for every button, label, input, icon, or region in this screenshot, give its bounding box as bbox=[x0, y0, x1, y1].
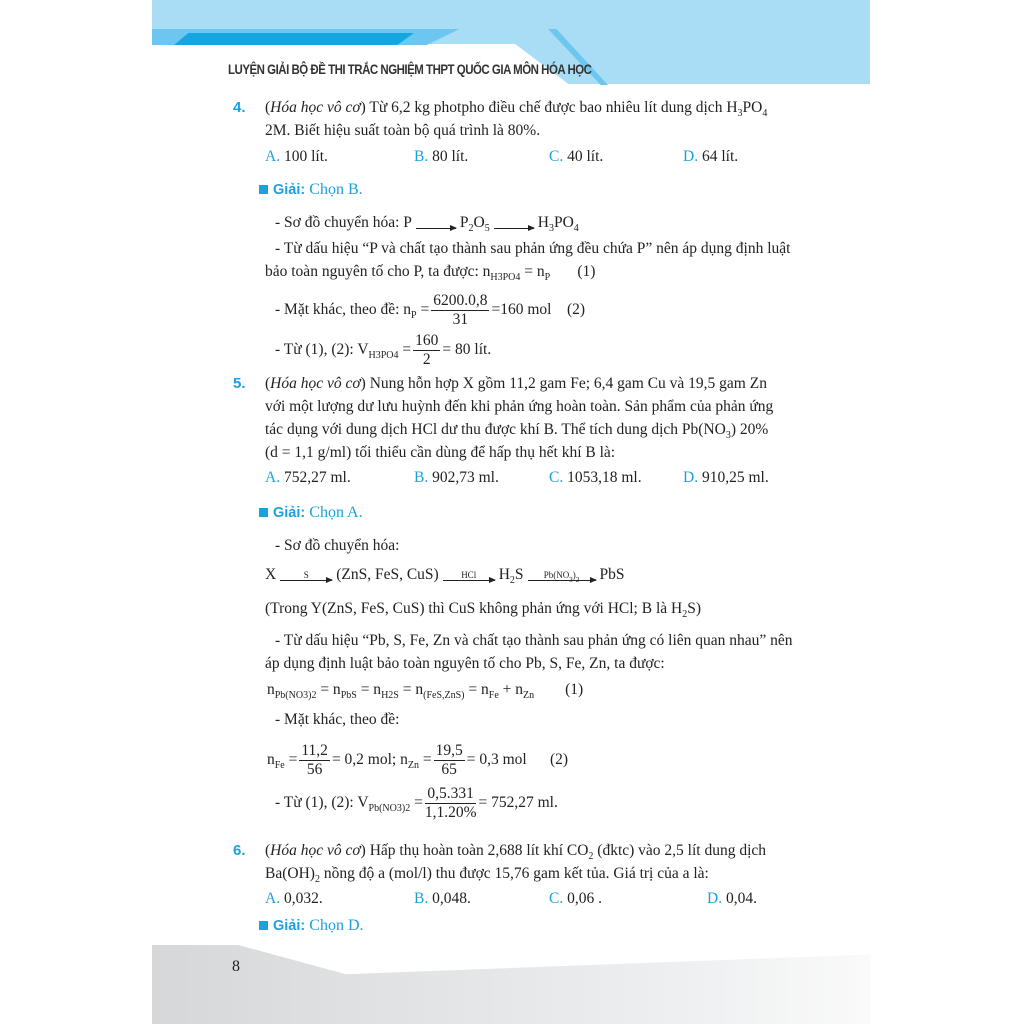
solution-line: áp dụng định luật bảo toàn nguyên tố cho Pb, S, Fe, Zn, ta được: bbox=[265, 655, 665, 672]
solution-line: - Mặt khác, theo đề: $n_P$ = $\frac{6200.0,8}{31}$ =160 mol (2) bbox=[275, 292, 586, 328]
question-text: (Hóa học vô cơ) Từ 6,2 kg photpho điều chế được bao nhiêu lít dung dịch $H_3PO_4$ bbox=[265, 99, 768, 119]
option-b: B. 0,048. bbox=[414, 890, 471, 907]
question-number: 6. bbox=[233, 842, 246, 859]
solution-equation: - Từ (1), (2): $V_{Pb(NO3)2}$ = $\frac{0,5.331}{1,1.20\%}$ = 752,27 ml. bbox=[275, 785, 558, 821]
solution-heading: Giải: Chọn A. bbox=[259, 504, 363, 522]
header-stripe-dark bbox=[174, 33, 414, 45]
solution-heading: Giải: Chọn B. bbox=[259, 181, 363, 199]
arrow-icon: S bbox=[280, 570, 332, 581]
option-b: B. 80 lít. bbox=[414, 148, 469, 165]
question-text: tác dụng với dung dịch HCl dư thu được khí B. Thể tích dung dịch $Pb(NO_3)$ 20% bbox=[265, 421, 769, 441]
solution-line: - Từ dấu hiệu “Pb, S, Fe, Zn và chất tạo thành sau phản ứng có liên quan nhau” nên bbox=[275, 632, 793, 649]
square-bullet-icon bbox=[259, 508, 268, 517]
question-number: 4. bbox=[233, 99, 246, 116]
arrow-icon: HCl bbox=[443, 570, 495, 581]
option-b: B. 902,73 ml. bbox=[414, 469, 499, 486]
question-text: 2M. Biết hiệu suất toàn bộ quá trình là 80%. bbox=[265, 122, 541, 139]
option-a: A. 752,27 ml. bbox=[265, 469, 351, 486]
option-a: A. 100 lít. bbox=[265, 148, 328, 165]
arrow-icon: Pb(NO ) bbox=[528, 570, 596, 581]
solution-line: - Mặt khác, theo đề: bbox=[275, 711, 400, 728]
option-d: D. 910,25 ml. bbox=[683, 469, 769, 486]
solution-line: (Trong Y(ZnS, FeS, CuS) thì CuS không phản ứng với HCl; B là $H_2S$) bbox=[265, 600, 701, 620]
solution-line: - Từ dấu hiệu “P và chất tạo thành sau phản ứng đều chứa P” nên áp dụng định luật bbox=[275, 240, 791, 257]
document-page bbox=[152, 0, 870, 1024]
solution-equation: $n_{Pb(NO3)2} = n_{PbS} = n_{H2S} = n_{(FeS,ZnS)} = n_{Fe} + n_{Zn}$ (1) bbox=[267, 681, 584, 701]
solution-line: - Sơ đồ chuyển hóa: P $P_2O_5$ $H_3PO_4$ bbox=[275, 214, 579, 234]
option-a: A. 0,032. bbox=[265, 890, 323, 907]
option-c: C. 0,06 . bbox=[549, 890, 602, 907]
header-title: LUYỆN GIẢI BỘ ĐỀ THI TRẮC NGHIỆM THPT QUỐC GIA MÔN HÓA HỌC bbox=[228, 61, 592, 77]
solution-line: - Từ (1), (2): $V_{H3PO4}$ = $\frac{160}{2}$ = 80 lít. bbox=[275, 332, 492, 368]
square-bullet-icon bbox=[259, 921, 268, 930]
option-d: D. 0,04. bbox=[707, 890, 757, 907]
solution-line: - Sơ đồ chuyển hóa: bbox=[275, 537, 400, 554]
solution-equation: $n_{Fe}$ = $\frac{11,2}{56}$ = 0,2 mol; $n_{Zn}$ = $\frac{19,5}{65}$ = 0,3 mol (2) bbox=[267, 742, 569, 778]
question-text: với một lượng dư lưu huỳnh đến khi phản ứng hoàn toàn. Sản phẩm của phản ứng bbox=[265, 398, 774, 415]
question-text: (Hóa học vô cơ) Nung hỗn hợp X gồm 11,2 gam Fe; 6,4 gam Cu và 19,5 gam Zn bbox=[265, 375, 767, 392]
question-text: (d = 1,1 g/ml) tối thiểu cần dùng để hấp thụ hết khí B là: bbox=[265, 444, 616, 461]
solution-line: bảo toàn nguyên tố cho P, ta được: $n_{H3PO4} = n_P$ (1) bbox=[265, 263, 596, 283]
page-number: 8 bbox=[232, 958, 240, 975]
footer-band bbox=[152, 945, 870, 1024]
arrow-icon bbox=[416, 218, 456, 229]
solution-heading: Giải: Chọn D. bbox=[259, 917, 364, 935]
question-text: $Ba(OH)_2$ nồng độ a (mol/l) thu được 15,76 gam kết tủa. Giá trị của a là: bbox=[265, 865, 709, 885]
option-d: D. 64 lít. bbox=[683, 148, 739, 165]
option-c: C. 40 lít. bbox=[549, 148, 604, 165]
arrow-icon bbox=[494, 218, 534, 229]
reaction-scheme: X S (ZnS, FeS, CuS) HCl $H_2S$ Pb(NO ) PbS bbox=[265, 566, 625, 586]
option-c: C. 1053,18 ml. bbox=[549, 469, 642, 486]
question-text: (Hóa học vô cơ) Hấp thụ hoàn toàn 2,688 lít khí $CO_2$ (đktc) vào 2,5 lít dung dịch bbox=[265, 842, 767, 862]
square-bullet-icon bbox=[259, 185, 268, 194]
question-number: 5. bbox=[233, 375, 246, 392]
